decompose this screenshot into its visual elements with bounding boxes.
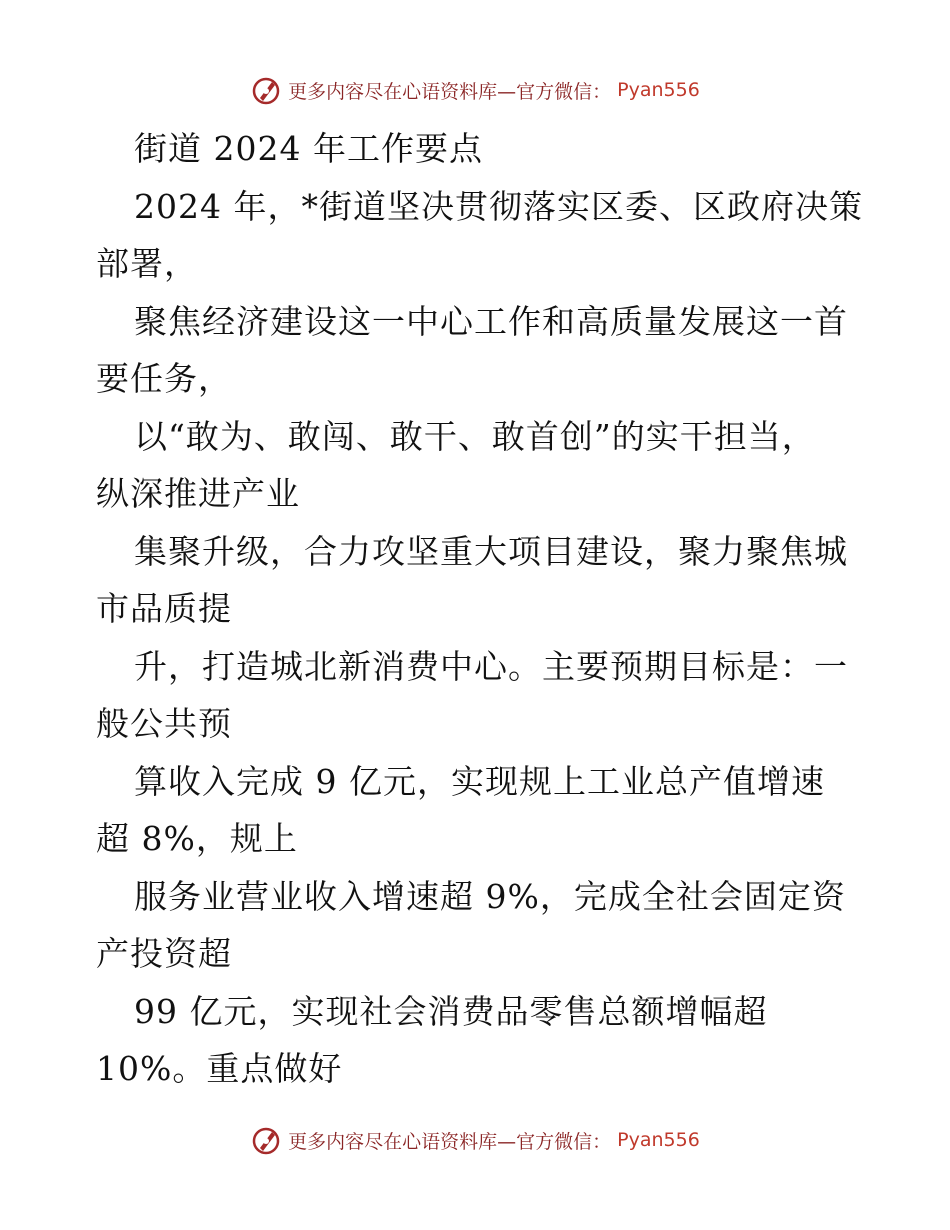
pen-logo-icon	[250, 74, 282, 106]
header-banner	[0, 74, 950, 106]
paragraph-line: 纵深推进产业	[96, 474, 300, 513]
paragraph-line: 升，打造城北新消费中心。主要预期目标是：一	[134, 646, 848, 686]
paragraph-line: 服务业营业收入增速超 9%，完成全社会固定资	[134, 876, 846, 916]
footer-banner	[0, 1124, 950, 1156]
paragraph-line: 般公共预	[96, 704, 232, 743]
paragraph-line: 要任务，	[96, 359, 232, 398]
document-body	[96, 120, 863, 1098]
paragraph-line: 产投资超	[96, 934, 232, 973]
paragraph-line: 算收入完成 9 亿元，实现规上工业总产值增速	[134, 761, 825, 801]
banner-text: 更多内容尽在心语资料库—官方微信：	[288, 1130, 612, 1153]
paragraph-line: 2024 年，*街道坚决贯彻落实区委、区政府决策	[134, 186, 863, 226]
banner-wechat-id: Pyan556	[617, 1129, 700, 1151]
banner-wechat-id: Pyan556	[617, 79, 700, 101]
paragraph-line: 集聚升级，合力攻坚重大项目建设，聚力聚焦城	[134, 531, 848, 571]
paragraph-line: 市品质提	[96, 589, 232, 628]
paragraph-line: 部署，	[96, 244, 198, 283]
paragraph-line: 超 8%，规上	[96, 819, 298, 858]
paragraph-line: 以“敢为、敢闯、敢干、敢首创”的实干担当，	[134, 416, 816, 456]
paragraph-line: 99 亿元，实现社会消费品零售总额增幅超	[134, 991, 768, 1031]
doc-title: 街道 2024 年工作要点	[134, 129, 483, 168]
banner-text: 更多内容尽在心语资料库—官方微信：	[288, 80, 612, 103]
paragraph-line: 10%。重点做好	[96, 1049, 343, 1088]
pen-logo-icon	[250, 1124, 282, 1156]
paragraph-line: 聚焦经济建设这一中心工作和高质量发展这一首	[134, 301, 848, 341]
